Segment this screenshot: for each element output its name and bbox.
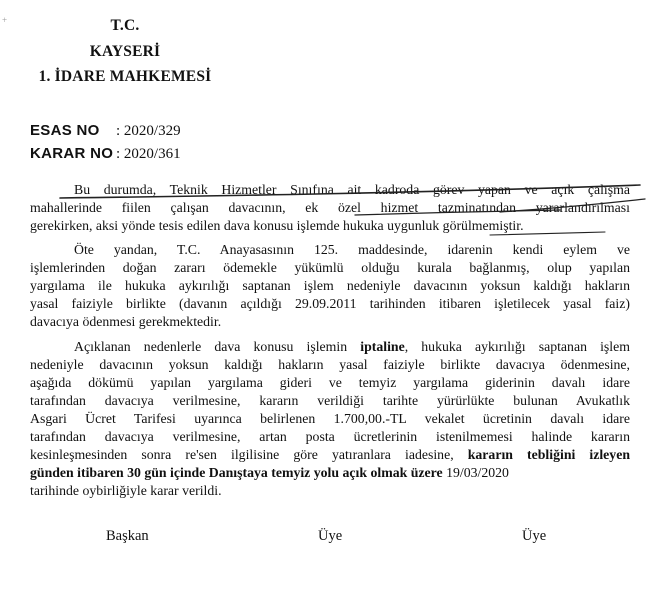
iptaline-bold: iptaline <box>360 339 405 354</box>
p3-line-1 <box>30 338 630 356</box>
p3-line-1-a: Açıklanan nedenlerle dava konusu işlemin <box>74 339 361 354</box>
header-tc: T.C. <box>110 17 140 34</box>
header-city: KAYSERİ <box>89 43 161 60</box>
p3-line-7 <box>30 446 630 464</box>
p3-line-8 <box>30 464 630 482</box>
p1-line-1: Bu durumda, Teknik Hizmetler Sınıfına ait kadroda görev yapan ve açık çalışma <box>74 182 630 197</box>
p3-line-4: tarafından davacıya verilmesine, kararın verildiği tarihte yürürlükte bulunan Avukatlık <box>30 393 630 408</box>
header-court: 1. İDARE MAHKEMESİ <box>38 68 212 85</box>
esas-no-label: ESAS NO <box>30 122 100 139</box>
p2-line-1: Öte yandan, T.C. Anayasasının 125. maddesinde, idarenin kendi eylem ve <box>74 242 630 257</box>
decision-date: 19/03/2020 <box>442 465 509 480</box>
p3-line-2: nedeniyle davacının yoksun kaldığı hakların yasal faiziyle birlikte davacıya ödenmesine, <box>30 357 630 372</box>
esas-no-row <box>30 122 181 140</box>
signature-uye-2: Üye <box>522 528 547 544</box>
p3-line-7-a: kesinleşmesinden sonra re'sen ilgilisine göre yatıranlara iadesine, <box>30 447 468 462</box>
p3-line-5: Asgari Ücret Tarifesi uyarınca belirlenen 1.700,00.-TL vekalet ücretinin davalı idare <box>30 411 630 426</box>
temyiz-bold: günden itibaren 30 gün içinde Danıştaya temyiz yolu açık olmak üzere <box>30 465 443 480</box>
karar-no-row <box>30 145 181 163</box>
teblig-bold: kararın tebliğini izleyen <box>467 447 631 462</box>
p3-line-9: tarihinde oybirliğiyle karar verildi. <box>30 483 222 498</box>
p1-line-3: gerekirken, aksi yönde tesis edilen dava konusu işlemde hukuka uygunluk görülmemiştir. <box>30 218 524 233</box>
karar-no-value: : 2020/361 <box>116 146 181 162</box>
p3-line-3: aşağıda dökümü yapılan yargılama gideri ve temyiz yargılama giderinin davalı idare <box>30 375 630 390</box>
p1-line-2: mahallerinde fiilen çalışan davacının, ek özel hizmet tazminatından yararlandırılması <box>30 200 630 215</box>
p2-line-4: yasal faiziyle birlikte (davanın açıldığı 29.09.2011 tarihinden itibaren işletilecek yasal faiz) <box>30 296 630 311</box>
p2-line-3: yargılama ile hukuka aykırılığı saptanan işlem nedeniyle davacının yoksun kaldığı hakların <box>30 278 630 293</box>
karar-no-label: KARAR NO <box>30 145 114 162</box>
signature-baskan: Başkan <box>106 528 149 544</box>
corner-mark: + <box>2 15 8 25</box>
p3-line-1-c: , hukuka aykırılığı saptanan işlem <box>404 339 630 354</box>
signature-uye-1: Üye <box>318 528 343 544</box>
esas-no-value: : 2020/329 <box>116 123 181 139</box>
p2-line-5: davacıya ödenmesi gerekmektedir. <box>30 314 222 329</box>
p2-line-2: işlemlerinden doğan zararı ödemekle yükümlü olduğu kurala bağlanmış, olup yapılan <box>30 260 630 275</box>
p3-line-6: tarafından davacıya verilmesine, artan posta ücretlerinin istenilmemesi halinde kararın <box>30 429 630 444</box>
